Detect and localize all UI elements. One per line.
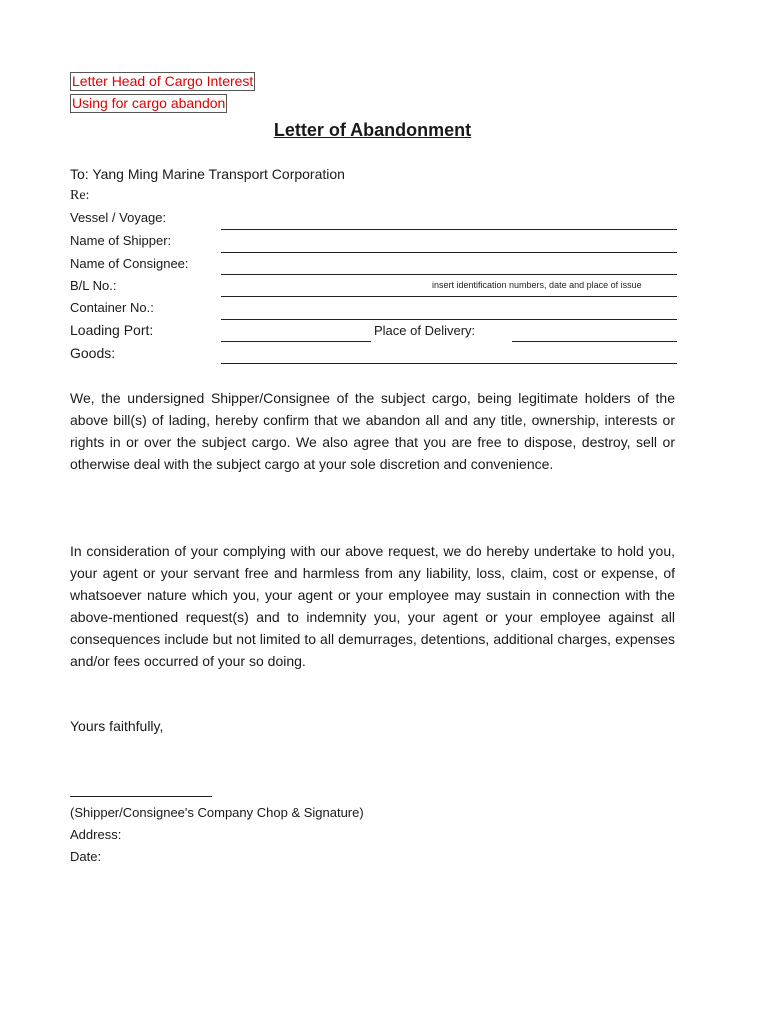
- signature-caption: (Shipper/Consignee's Company Chop & Signature): [70, 805, 364, 820]
- vessel-voyage-field[interactable]: [221, 229, 677, 230]
- re-label: Re:: [70, 188, 90, 203]
- loading-port-label: Loading Port:: [70, 322, 154, 338]
- signature-line[interactable]: [70, 796, 212, 797]
- loading-port-field[interactable]: [221, 341, 371, 342]
- vessel-voyage-label: Vessel / Voyage:: [70, 210, 167, 225]
- shipper-field[interactable]: [221, 252, 677, 253]
- bl-no-label: B/L No.:: [70, 278, 117, 293]
- closing-line: Yours faithfully,: [70, 718, 164, 734]
- goods-field[interactable]: [221, 363, 677, 364]
- bl-no-note: insert identification numbers, date and place of issue: [432, 280, 642, 290]
- container-no-field[interactable]: [221, 319, 677, 320]
- usage-note: Using for cargo abandon: [72, 95, 226, 111]
- consignee-label: Name of Consignee:: [70, 256, 189, 271]
- place-of-delivery-label: Place of Delivery:: [374, 323, 476, 338]
- container-no-label: Container No.:: [70, 300, 154, 315]
- abandonment-paragraph: We, the undersigned Shipper/Consignee of the subject cargo, being legitimate holders of the above bill(s) of lading, hereby confirm that we abandon all and any title, ownership, interests or rights in or over the subject cargo. We also agree that you are free to dispose, destroy, sell or otherwise deal with the subject cargo at your sole discretion and convenience.: [70, 390, 675, 472]
- letterhead-note: Letter Head of Cargo Interest: [72, 73, 254, 89]
- recipient-line: To: Yang Ming Marine Transport Corporation: [70, 166, 345, 182]
- date-label: Date:: [70, 849, 102, 864]
- shipper-label: Name of Shipper:: [70, 233, 172, 248]
- address-label: Address:: [70, 827, 122, 842]
- bl-no-field[interactable]: [221, 296, 677, 297]
- goods-label: Goods:: [70, 345, 116, 361]
- place-of-delivery-field[interactable]: [512, 341, 677, 342]
- document-title: Letter of Abandonment: [273, 120, 472, 140]
- consignee-field[interactable]: [221, 274, 677, 275]
- indemnity-paragraph: In consideration of your complying with our above request, we do hereby undertake to hold you, your agent or your servant free and harmless from any liability, loss, claim, cost or expense, of whatsoever nature which you, your agent or your employee may sustain in connection with the above-mentioned request(s) and to indemnity you, your agent or your employee against all consequences include but not limited to all demurrages, detentions, additional charges, expenses and/or fees occurred of your so doing.: [70, 543, 675, 669]
